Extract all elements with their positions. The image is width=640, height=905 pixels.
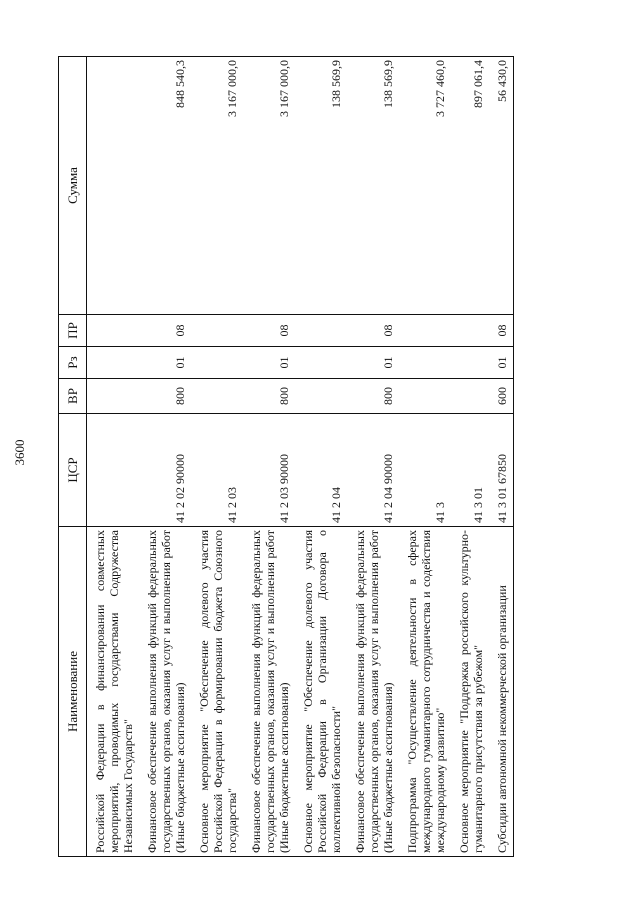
row-rz [399,347,451,379]
table-row [399,57,451,857]
budget-table [58,56,514,857]
row-pr [295,315,347,347]
row-rz [87,347,140,379]
row-csr: 41 3 01 67850 [489,414,514,527]
row-csr: 41 2 03 90000 [243,414,295,527]
header-csr: ЦСР [59,414,87,527]
row-sum: 897 061,4 [451,57,489,315]
row-pr: 08 [347,315,399,347]
row-rz [295,347,347,379]
row-vr: 800 [347,379,399,414]
table-row [87,57,140,857]
row-sum: 3 167 000,0 [191,57,243,315]
header-row [59,57,87,857]
row-sum: 138 569,9 [347,57,399,315]
row-name: Основное мероприятие "Обеспечение долевого участия Российской Федерации в Организации Договора о коллективной безопасности" [295,527,347,857]
row-csr: 41 3 [399,414,451,527]
row-csr [87,414,140,527]
row-vr [87,379,140,414]
row-csr: 41 2 04 90000 [347,414,399,527]
row-rz: 01 [489,347,514,379]
row-vr [295,379,347,414]
row-vr [191,379,243,414]
row-csr: 41 3 01 [451,414,489,527]
row-vr: 800 [139,379,191,414]
row-sum: 138 569,9 [295,57,347,315]
row-sum: 3 167 000,0 [243,57,295,315]
table-row [451,57,489,857]
row-name: Подпрограмма "Осуществление деятельности в сферах международного гуманитарного сотрудничества и содействия международному развитию" [399,527,451,857]
table-row [191,57,243,857]
table-row [295,57,347,857]
header-rz: Рз [59,347,87,379]
row-vr: 800 [243,379,295,414]
row-csr: 41 2 04 [295,414,347,527]
page-number: 3600 [12,439,27,466]
row-rz: 01 [347,347,399,379]
row-pr: 08 [489,315,514,347]
row-csr: 41 2 03 [191,414,243,527]
row-rz: 01 [243,347,295,379]
table-row [139,57,191,857]
row-rz [191,347,243,379]
header-vr: ВР [59,379,87,414]
row-vr: 600 [489,379,514,414]
header-pr: ПР [59,315,87,347]
row-sum [87,57,140,315]
row-name: Финансовое обеспечение выполнения функций федеральных государственных органов, оказания услуг и выполнения работ (Иные бюджетные ассигнования) [347,527,399,857]
row-name: Российской Федерации в финансировании совместных мероприятий, проводимых государствами Содружества Независимых Государств" [87,527,140,857]
table-row [243,57,295,857]
row-pr [399,315,451,347]
row-name: Основное мероприятие "Обеспечение долевого участия Российской Федерации в формировании бюджета Союзного государства" [191,527,243,857]
table-row [489,57,514,857]
row-name: Финансовое обеспечение выполнения функций федеральных государственных органов, оказания услуг и выполнения работ (Иные бюджетные ассигнования) [139,527,191,857]
row-vr [451,379,489,414]
row-rz [451,347,489,379]
table-row [347,57,399,857]
row-pr [451,315,489,347]
header-sum: Сумма [59,57,87,315]
row-name: Финансовое обеспечение выполнения функций федеральных государственных органов, оказания услуг и выполнения работ (Иные бюджетные ассигнования) [243,527,295,857]
header-name: Наименование [59,527,87,857]
row-name: Основное мероприятие "Поддержка российского культурно-гуманитарного присутствия за рубежом" [451,527,489,857]
row-sum: 848 540,3 [139,57,191,315]
row-sum: 56 430,0 [489,57,514,315]
row-pr: 08 [139,315,191,347]
row-pr [191,315,243,347]
row-name: Субсидии автономной некоммерческой организации [489,527,514,857]
row-pr [87,315,140,347]
row-vr [399,379,451,414]
row-pr: 08 [243,315,295,347]
row-sum: 3 727 460,0 [399,57,451,315]
row-csr: 41 2 02 90000 [139,414,191,527]
row-rz: 01 [139,347,191,379]
